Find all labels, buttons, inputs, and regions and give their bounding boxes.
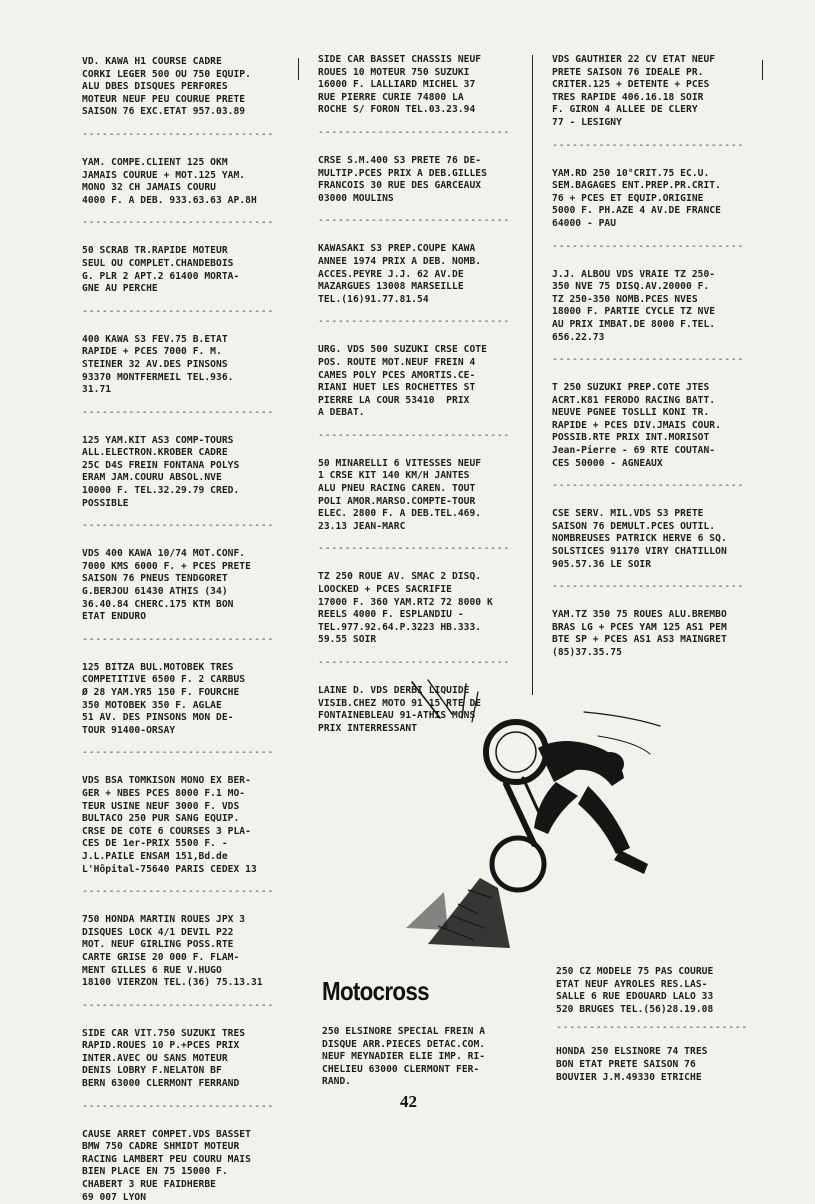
classified-ad: 125 BITZA BUL.MOTOBEK TRES COMPETITIVE 6500 F. 2 CARBUS Ø 28 YAM.YR5 150 F. FOURCHE 350 MOTOBEK 350 F. AGLAE 51 AV. DES PINSONS MON DE- TOUR 91400-ORSAY [82, 661, 246, 736]
classified-ad: YAM.TZ 350 75 ROUES ALU.BREMBO BRAS LG + PCES YAM 125 AS1 PEM BTE SP + PCES AS1 AS3 MAINGRET (85)37.35.75 [552, 609, 727, 658]
classified-ad: VDS BSA TOMKISON MONO EX BER- GER + NBES PCES 8000 F.1 MO- TEUR USINE NEUF 3000 F. VDS BULTACO 250 PUR SANG EQUIP. CRSE DE COTE 6 COURSES 3 PLA- CES DE 1er-PRIX 5500 F. - J.L.PAILE ENSAM 151,Bd.de L'Hôpital-75640 PARIS CEDEX 13 [82, 775, 257, 875]
separator-line: ----------------------------- [82, 128, 274, 140]
separator-line: ----------------------------- [556, 1022, 748, 1034]
classified-ad: LAINE D. VDS DERBI LIQUIDE VISIB.CHEZ MOTO 91 15 RTE DE FONTAINEBLEAU 91-ATHIS MONS PRIX INTERRESSANT [318, 685, 482, 734]
separator-line: ----------------------------- [318, 429, 510, 441]
classified-ad: SIDE CAR BASSET CHASSIS NEUF ROUES 10 MOTEUR 750 SUZUKI 16000 F. LALLIARD MICHEL 37 RUE PIERRE CURIE 74800 LA ROCHE S/ FORON TEL.03.23.94 [318, 54, 482, 116]
separator-line: ----------------------------- [82, 520, 274, 532]
separator-line: ----------------------------- [318, 657, 510, 668]
classified-ad: T 250 SUZUKI PREP.COTE JTES ACRT.K81 FERODO RACING BATT. NEUVE PGNEE TOSLLI KONI TR. RAPIDE + PCES DIV.JMAIS COUR. POSSIB.RTE PRIX INT.MORISOT Jean-Pierre - 69 RTE COUTAN- CES 50000 - AGNEAUX [552, 382, 721, 469]
left-column [82, 56, 294, 1204]
separator-line: ----------------------------- [82, 886, 274, 898]
classified-ad: 250 CZ MODELE 75 PAS COURUE ETAT NEUF AYROLES RES.LAS- SALLE 6 RUE EDOUARD LALO 33 520 BRUGES TEL.(56)28.19.08 [556, 966, 714, 1015]
classified-ad: YAM. COMPE.CLIENT 125 OKM JAMAIS COURUE + MOT.125 YAM. MONO 32 CH JAMAIS COURU 4000 F. A DEB. 933.63.63 AP.8H [82, 156, 257, 206]
column-rule-left [298, 58, 299, 80]
classified-ad: 250 ELSINORE SPECIAL FREIN A DISQUE ARR.PIECES DETAC.COM. NEUF MEYNADIER ELIE IMP. RI- CHELIEU 63000 CLERMONT FER- RAND. [322, 1026, 486, 1088]
separator-line: ----------------------------- [318, 316, 510, 328]
separator-line: ----------------------------- [82, 305, 274, 317]
separator-line: ----------------------------- [82, 747, 274, 759]
separator-line: ----------------------------- [552, 139, 744, 151]
classified-ad: 50 MINARELLI 6 VITESSES NEUF 1 CRSE KIT 140 KM/H JANTES ALU PNEU RACING CAREN. TOUT POLI AMOR.MARSO.COMPTE-TOUR ELEC. 2800 F. A DEB.TEL.469. 23.13 JEAN-MARC [318, 457, 482, 532]
separator-line: ----------------------------- [82, 406, 274, 418]
classified-ad: SIDE CAR VIT.750 SUZUKI TRES RAPID.ROUES 10 P.+PCES PRIX INTER.AVEC OU SANS MOTEUR DENIS LOBRY F.NELATON BF BERN 63000 CLERMONT FERRAND [82, 1027, 246, 1090]
right-column [552, 54, 764, 660]
classified-ad: CAUSE ARRET COMPET.VDS BASSET BMW 750 CADRE SHMIDT MOTEUR RACING LAMBERT PEU COURU MAIS BIEN PLACE EN 75 15000 F. CHABERT 3 RUE FAIDHERBE 69 007 LYON [82, 1128, 251, 1203]
right-column-bottom [556, 966, 768, 1084]
classified-ad: J.J. ALBOU VDS VRAIE TZ 250- 350 NVE 75 DISQ.AV.20000 F. TZ 250-350 NOMB.PCES NVES 18000 F. PARTIE CYCLE TZ NVE AU PRIX IMBAT.DE 8000 F.TEL. 656.22.73 [552, 268, 716, 343]
classified-ad: KAWASAKI S3 PREP.COUPE KAWA ANNEE 1974 PRIX A DEB. NOMB. ACCES.PEYRE J.J. 62 AV.DE MAZARGUES 13008 MARSEILLE TEL.(16)91.77.81.54 [318, 243, 482, 305]
motocross-rider-illustration [388, 678, 688, 958]
separator-line: ----------------------------- [552, 581, 744, 593]
separator-line: ----------------------------- [552, 354, 744, 366]
classified-ad: CRSE S.M.400 S3 PRETE 76 DE- MULTIP.PCES PRIX A DEB.GILLES FRANCOIS 30 RUE DES GARCEAUX 03000 MOULINS [318, 154, 487, 204]
separator-line: ----------------------------- [82, 1100, 274, 1112]
classified-ad: CSE SERV. MIL.VDS S3 PRETE SAISON 76 DEMULT.PCES OUTIL. NOMBREUSES PATRICK HERVE 6 SQ. SOLSTICES 91170 VIRY CHATILLON 905.57.36 LE SOIR [552, 508, 727, 570]
classified-ad: 125 YAM.KIT AS3 COMP-TOURS ALL.ELECTRON.KROBER CADRE 25C D4S FREIN FONTANA POLYS ERAM JAM.COURU ABSOL.NVE 10000 F. TEL.32.29.79 CRED. POSSIBLE [82, 434, 240, 509]
classified-ad: TZ 250 ROUE AV. SMAC 2 DISQ. LOOCKED + PCES SACRIFIE 17000 F. 360 YAM.RT2 72 8000 K REELS 4000 F. ESPLANDIU - TEL.977.92.64.P.3223 HB.333. 59.55 SOIR [318, 571, 493, 646]
classified-ad: URG. VDS 500 SUZUKI CRSE COTE POS. ROUTE MOT.NEUF FREIN 4 CAMES POLY PCES AMORTIS.CE- RIANI HUET LES ROCHETTES ST PIERRE LA COUR 53410 PRIX A DEBAT. [318, 344, 487, 419]
separator-line: ----------------------------- [318, 126, 510, 138]
separator-line: ----------------------------- [318, 543, 510, 555]
classified-ad: VDS 400 KAWA 10/74 MOT.CONF. 7000 KMS 6000 F. + PCES PRETE SAISON 76 PNEUS TENDGORET G.BERJOU 61430 ATHIS (34) 36.40.84 CHERC.175 KTM BON ETAT ENDURO [82, 548, 251, 623]
separator-line: ----------------------------- [552, 480, 744, 492]
separator-line: ----------------------------- [552, 240, 744, 252]
classified-ad: VD. KAWA H1 COURSE CADRE CORKI LEGER 500 OU 750 EQUIP. ALU DBES DISQUES PERFORES MOTEUR NEUF PEU COURUE PRETE SAISON 76 EXC.ETAT 957.03.89 [82, 56, 251, 118]
separator-line: ----------------------------- [82, 999, 274, 1011]
page-number: 42 [400, 1092, 417, 1111]
separator-line: ----------------------------- [82, 633, 274, 645]
classified-ad: 50 SCRAB TR.RAPIDE MOTEUR SEUL OU COMPLET.CHANDEBOIS G. PLR 2 APT.2 61400 MORTA- GNE AU PERCHE [82, 245, 240, 295]
classified-ad: 750 HONDA MARTIN ROUES JPX 3 DISQUES LOCK 4/1 DEVIL P22 MOT. NEUF GIRLING POSS.RTE CARTE GRISE 20 000 F. FLAM- MENT GILLES 6 RUE V.HUGO 18100 VIERZON TEL.(36) 75.13.31 [82, 914, 263, 989]
classified-ad: YAM.RD 250 10°CRIT.75 EC.U. SEM.BAGAGES ENT.PREP.PR.CRIT. 76 + PCES ET EQUIP.ORIGINE 5000 F. PH.AZE 4 AV.DE FRANCE 64000 - PAU [552, 167, 721, 229]
middle-column-bottom [322, 1026, 534, 1089]
classified-ad: 400 KAWA S3 FEV.75 B.ETAT RAPIDE + PCES 7000 F. M. STEINER 32 AV.DES PINSONS 93370 MONTFERMEIL TEL.936. 31.71 [82, 333, 234, 396]
separator-line: ----------------------------- [318, 215, 510, 227]
separator-line: ----------------------------- [82, 217, 274, 229]
classified-ad: VDS GAUTHIER 22 CV ETAT NEUF PRETE SAISON 76 IDEALE PR. CRITER.125 + DETENTE + PCES TRES RAPIDE 406.16.18 SOIR F. GIRON 4 ALLEE DE CLERY 77 - LESIGNY [552, 54, 716, 128]
classified-ad: HONDA 250 ELSINORE 74 TRES BON ETAT PRETE SAISON 76 BOUVIER J.M.49330 ETRICHE [556, 1046, 708, 1083]
column-rule-middle [532, 55, 533, 695]
middle-column [318, 54, 530, 735]
section-heading: Motocross [322, 976, 429, 1006]
